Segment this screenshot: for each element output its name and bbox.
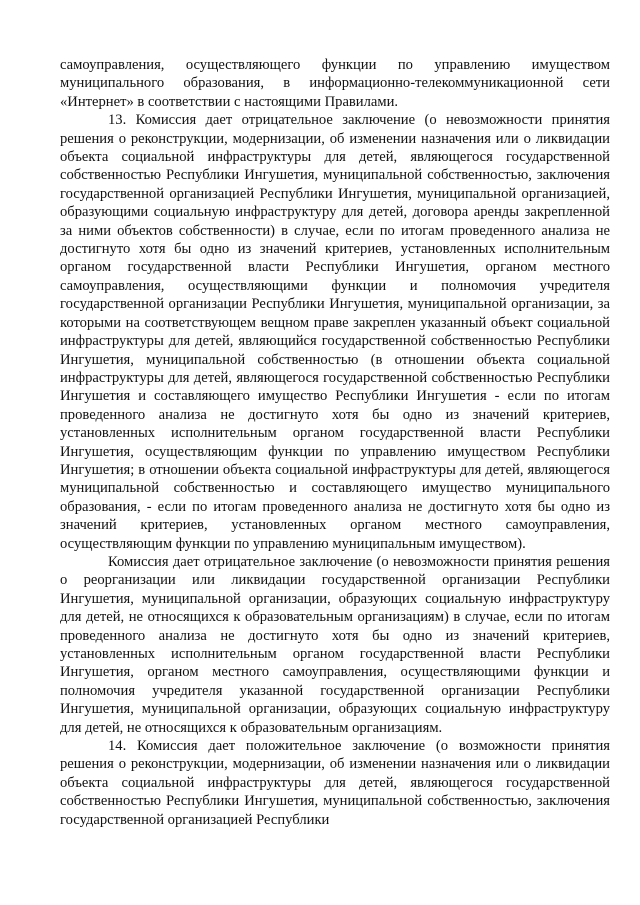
paragraph-item-13-reorganization: Комиссия дает отрицательное заключение (о невозможности принятия решения о реорганизации или ликвидации государственной организации Республики Ингушетия, муниципальной организации, образующих социальную инфраструктуру для детей, не относящихся к образовательным организациям) в случае, если по итогам проведенного анализа не достигнуто хотя бы одно из значений критериев, установленных исполнительным органом государственной власти Республики Ингушетия, органом местного самоуправления, осуществляющими функции и полномочия учредителя указанной государственной организации Республики Ингушетия, муниципальной организации, образующих социальную инфраструктуру для детей, не относящихся к образовательным организациям. bbox=[60, 553, 610, 736]
document-page bbox=[60, 56, 610, 829]
paragraph-continuation: самоуправления, осуществляющего функции по управлению имуществом муниципального образования, в информационно-телекоммуникационной сети «Интернет» в соответствии с настоящими Правилами. bbox=[60, 57, 610, 110]
paragraph-item-14: 14. Комиссия дает положительное заключение (о возможности принятия решения о реконструкции, модернизации, об изменении назначения или о ликвидации объекта социальной инфраструктуры для детей, являющегося государственной собственностью Республики Ингушетия, муниципальной собственностью, заключения государственной организацией Республики bbox=[60, 738, 610, 828]
paragraph-item-13: 13. Комиссия дает отрицательное заключение (о невозможности принятия решения о реконструкции, модернизации, об изменении назначения или о ликвидации объекта социальной инфраструктуры для детей, являющегося государственной собственностью Республики Ингушетия, муниципальной собственностью, заключения государственной организацией Республики Ингушетия, муниципальной организацией, образующими социальную инфраструктуру для детей, договора аренды закрепленной за ними объектов собственности) в случае, если по итогам проведенного анализа не достигнуто хотя бы одно из значений критериев, установленных исполнительным органом государственной власти Республики Ингушетия, органом местного самоуправления, осуществляющими функции и полномочия учредителя государственной организации Республики Ингушетия, муниципальной организации, за которыми на соответствующем вещном праве закреплен указанный объект социальной инфраструктуры для детей, являющийся государственной собственностью Республики Ингушетия, муниципальной собственностью (в отношении объекта социальной инфраструктуры для детей, являющегося государственной собственностью Республики Ингушетия и составляющего имущество Республики Ингушетия - если по итогам проведенного анализа не достигнуто хотя бы одно из значений критериев, установленных исполнительным органом государственной власти Республики Ингушетия, осуществляющим функции по управлению имуществом Республики Ингушетия; в отношении объекта социальной инфраструктуры для детей, являющегося муниципальной собственностью и составляющего имущество муниципального образования, - если по итогам проведенного анализа не достигнуто хотя бы одно из значений критериев, установленных органом местного самоуправления, осуществляющим функции по управлению муниципальным имуществом). bbox=[60, 112, 610, 552]
